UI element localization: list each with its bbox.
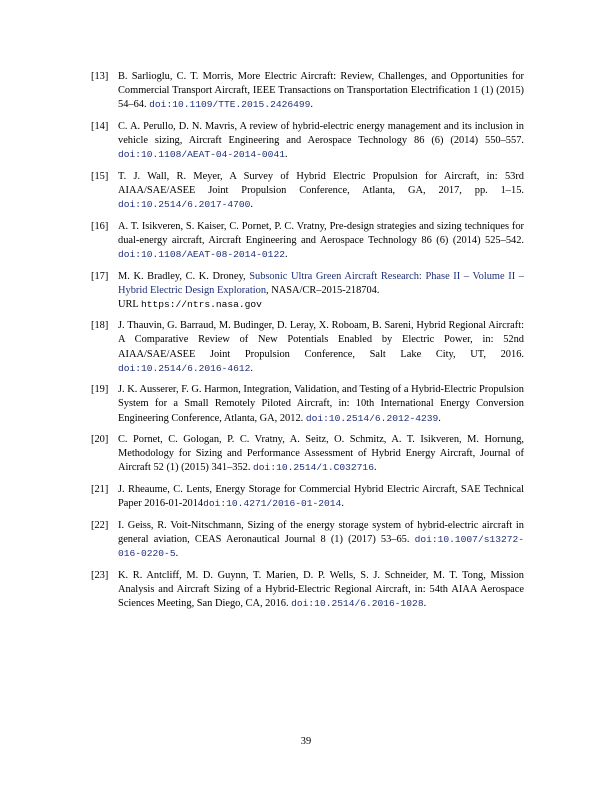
reference-number: [19] [91,384,109,396]
doi-link[interactable]: doi:10.2514/1.C032716 [253,462,374,474]
doi-link[interactable]: doi:10.2514/6.2012-4239 [305,412,439,424]
reference-number: [14] [91,120,109,132]
reference-number: [22] [91,519,109,531]
reference-text: C. Pornet, C. Gologan, P. C. Vratny, A. Seitz, O. Schmitz, A. T. Isikveren, M. Hornung, Methodology for Sizing and Performance Assessment of Hybrid Energy Aircraft, Journal of Aircraft 52 (1) (2015) 341–352. doi:10.2514/1.C032716. [118,434,524,474]
reference-text: J. K. Ausserer, F. G. Harmon, Integration, Validation, and Testing of a Hybrid-Electric Propulsion System for a Small Remotely Piloted Aircraft, in: 10th International Energy Conversion Engineering Conference, Atlanta, GA, 2012. doi:10.2514/6.2012-4239. [118,384,524,424]
url-link[interactable]: https://ntrs.nasa.gov [141,298,262,310]
reference-item [91,319,524,375]
reference-text: J. Rheaume, C. Lents, Energy Storage for Commercial Hybrid Electric Aircraft, SAE Technical Paper 2016-01-2014doi:10.4271/2016-01-2014. [118,484,524,510]
reference-list [91,70,524,619]
reference-number: [23] [91,569,109,581]
reference-item [91,220,524,262]
reference-item [91,270,524,312]
reference-text: T. J. Wall, R. Meyer, A Survey of Hybrid Electric Propulsion for Aircraft, in: 53rd AIAA/SAE/ASEE Joint Propulsion Conference, Atlanta, GA, 2017, pp. 1–15. doi:10.2514/6.2017-4700. [118,170,524,210]
reference-text: B. Sarlioglu, C. T. Morris, More Electric Aircraft: Review, Challenges, and Opportunities for Commercial Transport Aircraft, IEEE Transactions on Transportation Electrification 1 (1) (2015) 54–64. doi:10.1109/TTE.2015.2426499. [118,71,524,111]
reference-text: A. T. Isikveren, S. Kaiser, C. Pornet, P. C. Vratny, Pre-design strategies and sizing techniques for dual-energy aircraft, Aircraft Engineering and Aerospace Technology 86 (6) (2014) 525–542. doi:10.1108/AEAT-08-2014-0122. [118,220,524,260]
reference-text: J. Thauvin, G. Barraud, M. Budinger, D. Leray, X. Roboam, B. Sareni, Hybrid Regional Aircraft: A Comparative Review of New Potentials Enabled by Electric Power, in: 52nd AIAA/SAE/ASEE Joint Propulsion Conference, Salt Lake City, UT, 2016. doi:10.2514/6.2016-4612. [118,320,524,374]
reference-number: [18] [91,320,109,332]
doi-link[interactable]: doi:10.1108/AEAT-04-2014-0041 [118,149,285,161]
reference-item [91,483,524,511]
reference-number: [15] [91,170,109,182]
reference-number: [13] [91,71,109,82]
reference-text: K. R. Antcliff, M. D. Guynn, T. Marien, D. P. Wells, S. J. Schneider, M. T. Tong, Mission Analysis and Aircraft Sizing of a Hybrid-Electric Regional Aircraft, in: 54th AIAA Aerospace Sciences Meeting, San Diego, CA, 2016. doi:10.2514/6.2016-1028. [118,569,524,609]
doi-link[interactable]: doi:10.1109/TTE.2015.2426499 [149,99,311,111]
page-number: 39 [300,736,312,747]
doi-link[interactable]: doi:10.2514/6.2017-4700 [118,198,251,210]
reference-number: [20] [91,434,109,446]
doi-link[interactable]: doi:10.1007/s13272-016-0220-5 [118,533,524,560]
reference-number: [17] [91,270,109,282]
doi-link[interactable]: doi:10.2514/6.2016-1028 [291,597,424,609]
reference-text: M. K. Bradley, C. K. Droney, Subsonic Ultra Green Aircraft Research: Phase II – Volume II – Hybrid Electric Design Exploration, NASA/CR–2015-218704. URL https://ntrs.nasa.gov [118,270,524,310]
reference-item [91,120,524,162]
reference-item [91,70,524,112]
reference-item [91,519,524,561]
reference-number: [16] [91,220,109,232]
reference-item [91,383,524,425]
reference-text: I. Geiss, R. Voit-Nitschmann, Sizing of the energy storage system of hybrid-electric aircraft in general aviation, CEAS Aeronautical Journal 8 (1) (2017) 53–65. doi:10.1007/s13272-016-0220-5. [118,519,524,560]
reference-item [91,433,524,475]
doi-link[interactable]: doi:10.2514/6.2016-4612 [118,362,251,374]
reference-text: C. A. Perullo, D. N. Mavris, A review of hybrid-electric energy management and its inclusion in vehicle sizing, Aircraft Engineering and Aerospace Technology 86 (6) (2014) 550–557. doi:10.1108/AEAT-04-2014-0041. [118,120,524,161]
reference-item [91,170,524,212]
doi-link[interactable]: doi:10.1108/AEAT-08-2014-0122 [118,248,285,260]
report-title-link[interactable]: Subsonic Ultra Green Aircraft Research: Phase II – Volume II – Hybrid Electric Design Exploration [118,270,524,296]
doi-link[interactable]: doi:10.4271/2016-01-2014 [203,498,342,510]
reference-item [91,569,524,611]
reference-number: [21] [91,484,109,496]
